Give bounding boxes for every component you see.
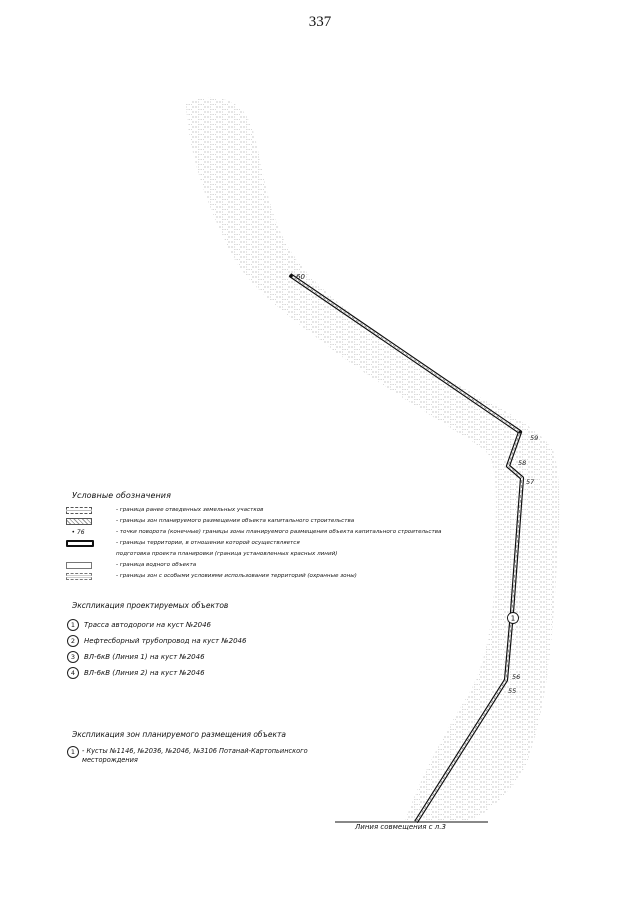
object-text: Трасса автодороги на куст №2046 — [84, 621, 212, 629]
legend-symbol-point: • 76 — [71, 529, 85, 536]
legend-item — [62, 549, 482, 560]
zone-number: 1 — [67, 746, 79, 758]
legend-item — [62, 538, 482, 549]
point-label-59: 59 — [530, 434, 539, 442]
point-label-60: 60 — [296, 273, 305, 281]
legend-text: - граница водного объекта — [116, 562, 197, 568]
legend-item — [62, 527, 482, 538]
object-number: 3 — [67, 651, 79, 663]
match-line-label: Линия совмещения с л.3 — [355, 823, 446, 831]
legend-title: Условные обозначения — [72, 491, 172, 500]
legend-symbol-dash — [66, 507, 92, 514]
legend-symbol-bold — [66, 540, 94, 547]
point-59-marker — [519, 431, 522, 434]
point-60-marker — [289, 274, 293, 278]
legend-symbol-hatchx — [66, 518, 92, 525]
route-marker-number: 1 — [510, 614, 516, 623]
zone-text: - Кусты №1146, №2036, №2046, №3106 Потанай-Картопьинского месторождения — [82, 747, 308, 764]
legend-text: - граница ранее отведенных земельных участков — [116, 507, 264, 513]
legend-text: - границы территории, в отношении которой осуществляется — [116, 540, 300, 546]
objects-title: Экспликация проектируемых объектов — [72, 601, 229, 610]
hatched-area — [186, 97, 559, 822]
object-text: ВЛ-6кВ (Линия 2) на куст №2046 — [84, 669, 205, 677]
point-label-56: 56 — [512, 673, 521, 681]
object-number: 2 — [67, 635, 79, 647]
zones-title: Экспликация зон планируемого размещения объекта — [72, 730, 286, 739]
point-label-55: 55 — [508, 687, 517, 695]
legend — [62, 505, 482, 582]
object-number: 1 — [67, 619, 79, 631]
point-label-58: 58 — [518, 459, 527, 467]
legend-text: - точки поворота (конечные) границы зоны планируемого размещения объекта капитального строительства — [116, 529, 442, 535]
legend-item — [62, 560, 482, 571]
legend-symbol-zone — [66, 573, 92, 580]
legend-item — [62, 516, 482, 527]
object-text: Нефтесборный трубопровод на куст №2046 — [84, 637, 247, 645]
point-label-57: 57 — [526, 478, 535, 486]
legend-item — [62, 571, 482, 582]
legend-text: - границы зон планируемого размещения объекта капитального строительства — [116, 518, 355, 524]
page-number: 337 — [308, 14, 332, 30]
legend-text: подготовка проекта планировки (граница установленных красных линий) — [116, 551, 338, 557]
legend-item — [62, 505, 482, 516]
legend-text: - границы зон с особыми условиями использования территорий (охранные зоны) — [116, 573, 357, 579]
object-text: ВЛ-6кВ (Линия 1) на куст №2046 — [84, 653, 205, 661]
object-number: 4 — [67, 667, 79, 679]
legend-symbol-thin — [66, 562, 92, 569]
